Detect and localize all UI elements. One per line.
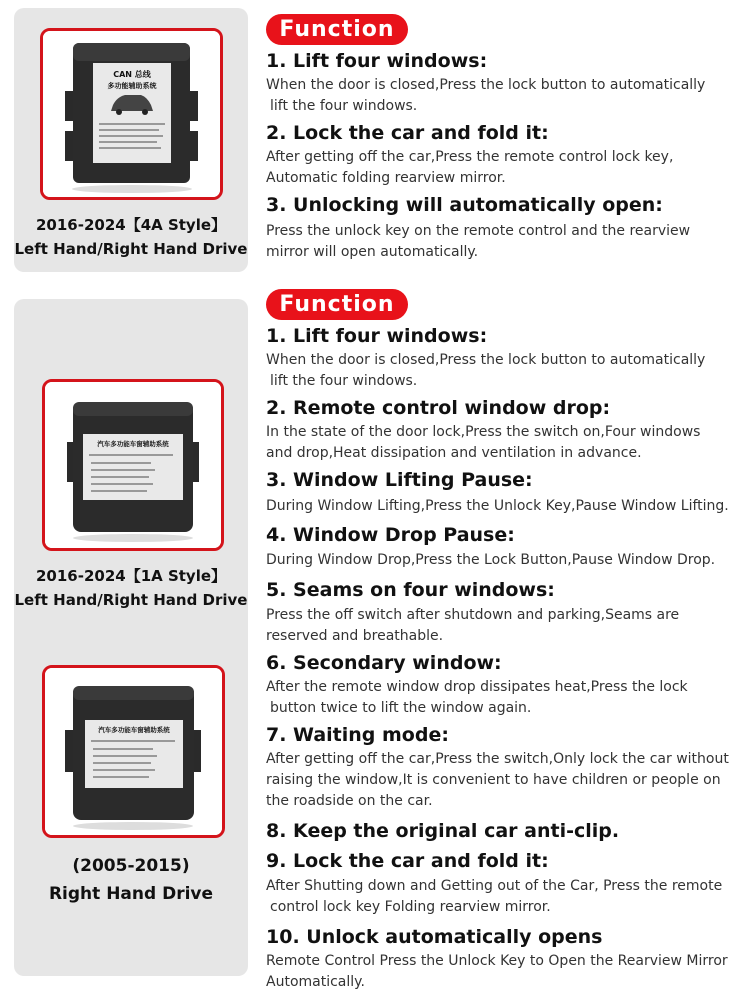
module-label-title: 汽车多功能车窗辅助系统 [97,440,169,448]
function-description: After getting off the car,Press the switch,Only lock the car without raising the window,It is convenient to have children or people on the roadside on the car. [266,751,729,809]
function-heading: 7. Waiting mode: [266,724,449,746]
caption-year-style: 2016-2024【4A Style】 [35,216,227,234]
function-heading: 1. Lift four windows: [266,325,488,347]
module-label-subtitle: 多功能辅助系统 [107,82,157,90]
caption-year-style: (2005-2015) [72,856,190,876]
function-heading: 5. Seams on four windows: [266,579,555,601]
product-caption-2005 [14,852,248,908]
function-heading: 6. Secondary window: [266,652,502,674]
function-heading: 1. Lift four windows: [266,50,488,72]
control-module-1a-image [45,382,221,548]
product-image-frame-4a [40,28,223,200]
function-description: Remote Control Press the Unlock Key to Open the Rearview Mirror Automatically. [266,953,728,990]
function-description: Press the unlock key on the remote control and the rearview mirror will open automatically. [266,223,691,260]
function-heading: 10. Unlock automatically opens [266,926,603,948]
product-image-frame-2005 [42,665,225,838]
function-heading: 4. Window Drop Pause: [266,524,515,546]
function-heading: 3. Window Lifting Pause: [266,469,533,491]
function-badge: Function [266,14,408,45]
product-caption-4a [14,213,248,261]
caption-drive: Left Hand/Right Hand Drive [14,240,248,258]
caption-year-style: 2016-2024【1A Style】 [35,567,227,585]
control-module-4a-image [43,31,220,197]
function-description: In the state of the door lock,Press the switch on,Four windows and drop,Heat dissipation and ventilation in advance. [266,424,701,461]
function-description: When the door is closed,Press the lock button to automatically lift the four windows. [266,352,706,389]
function-description: During Window Drop,Press the Lock Button,Pause Window Drop. [266,552,716,568]
product-image-frame-1a [42,379,224,551]
function-description: During Window Lifting,Press the Unlock Key,Pause Window Lifting. [266,498,729,514]
caption-drive: Left Hand/Right Hand Drive [14,591,248,609]
function-heading: 2. Lock the car and fold it: [266,122,549,144]
caption-drive: Right Hand Drive [48,884,214,904]
product-caption-1a [14,564,248,612]
control-module-2005-image [45,668,222,835]
function-heading: 3. Unlocking will automatically open: [266,194,663,216]
function-description: After getting off the car,Press the remote control lock key, Automatic folding rearview mirror. [266,149,674,186]
function-description: Press the off switch after shutdown and parking,Seams are reserved and breathable. [266,607,680,644]
function-description: After Shutting down and Getting out of the Car, Press the remote control lock key Folding rearview mirror. [266,878,723,915]
function-heading: 2. Remote control window drop: [266,397,611,419]
module-label-title: CAN 总线 [113,70,151,79]
function-heading: 8. Keep the original car anti-clip. [266,820,620,842]
function-description: After the remote window drop dissipates heat,Press the lock button twice to lift the window again. [266,679,688,716]
function-heading: 9. Lock the car and fold it: [266,850,549,872]
module-label-title: 汽车多功能车窗辅助系统 [98,726,170,734]
function-badge: Function [266,289,408,320]
function-description: When the door is closed,Press the lock button to automatically lift the four windows. [266,77,706,114]
